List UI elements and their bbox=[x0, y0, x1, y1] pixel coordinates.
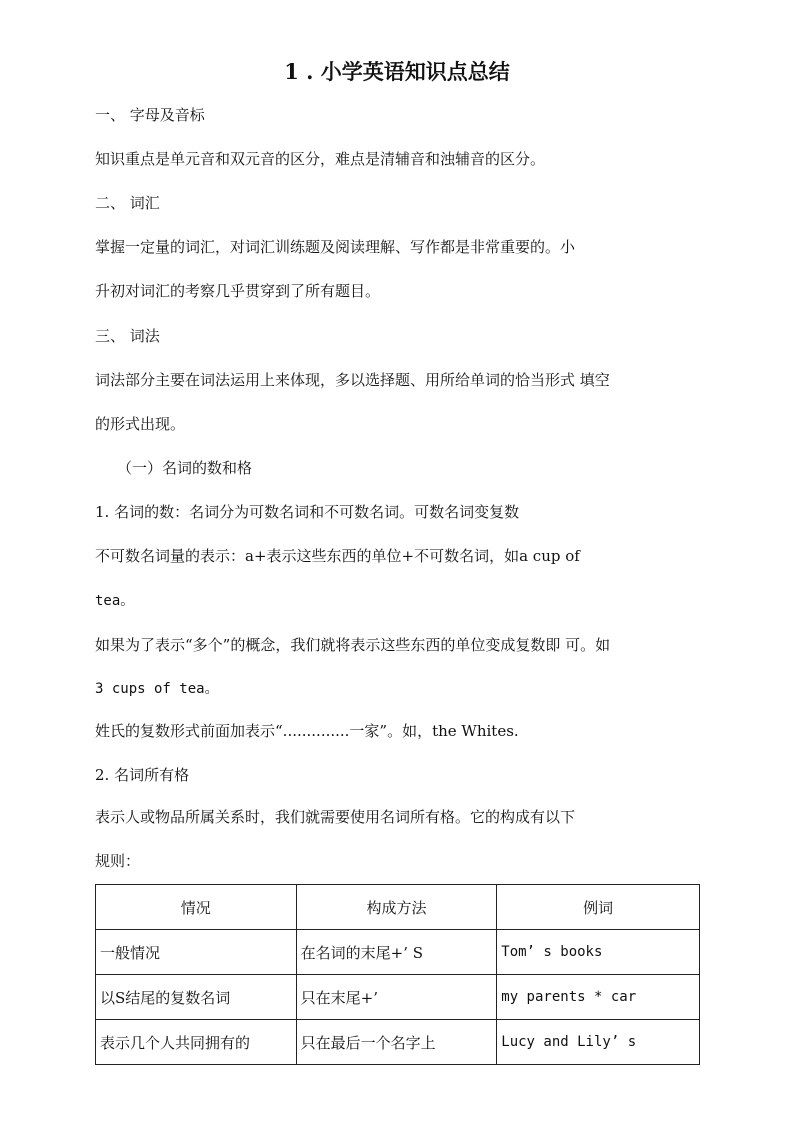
subheading-nouns: （一）名词的数和格 bbox=[117, 459, 253, 477]
possessive-rules-table bbox=[95, 884, 700, 1065]
heading-morphology: 三、 词法 bbox=[95, 327, 160, 345]
paragraph-morphology-2: 的形式出现。 bbox=[95, 415, 186, 433]
paragraph-uncountable-1: 不可数名词量的表示：a+表示这些东西的单位+不可数名词，如a cup of bbox=[95, 547, 580, 565]
paragraph-possessive-2: 规则： bbox=[95, 852, 141, 870]
table-row bbox=[96, 1020, 700, 1065]
table-cell-example: Tom’ s books bbox=[497, 930, 700, 975]
paragraph-noun-number: 1. 名词的数：名词分为可数名词和不可数名词。可数名词变复数 bbox=[95, 503, 520, 521]
table-cell-method: 只在最后一个名字上 bbox=[296, 1020, 497, 1065]
paragraph-vocabulary-1: 掌握一定量的词汇，对词汇训练题及阅读理解、写作都是非常重要的。小 bbox=[95, 238, 576, 256]
paragraph-plural-units-2: 3 cups of tea。 bbox=[95, 681, 219, 697]
table-cell-method: 只在末尾+’ bbox=[296, 975, 497, 1020]
page-title: 1 . 小学英语知识点总结 bbox=[284, 59, 510, 84]
heading-letters: 一、 字母及音标 bbox=[95, 106, 205, 124]
table-header-cell: 情况 bbox=[96, 885, 297, 930]
paragraph-morphology-1: 词法部分主要在词法运用上来体现，多以选择题、用所给单词的恰当形式 填空 bbox=[95, 371, 610, 389]
paragraph-letters: 知识重点是单元音和双元音的区分，难点是清辅音和浊辅音的区分。 bbox=[95, 150, 546, 168]
table-cell-method: 在名词的末尾+’ S bbox=[296, 930, 497, 975]
table-cell-example: my parents * car bbox=[497, 975, 700, 1020]
table-cell-example: Lucy and Lily’ s bbox=[497, 1020, 700, 1065]
table-header-row bbox=[96, 885, 700, 930]
paragraph-surname-plural: 姓氏的复数形式前面加表示“..............一家”。如，the Whites. bbox=[95, 722, 519, 740]
paragraph-vocabulary-2: 升初对词汇的考察几乎贯穿到了所有题目。 bbox=[95, 282, 381, 300]
paragraph-possessive-1: 表示人或物品所属关系时，我们就需要使用名词所有格。它的构成有以下 bbox=[95, 808, 576, 826]
table-row bbox=[96, 975, 700, 1020]
table-cell-case: 表示几个人共同拥有的 bbox=[96, 1020, 297, 1065]
paragraph-plural-units-1: 如果为了表示“多个”的概念，我们就将表示这些东西的单位变成复数即 可。如 bbox=[95, 636, 611, 654]
table-header-cell: 例词 bbox=[497, 885, 700, 930]
table-cell-case: 以S结尾的复数名词 bbox=[96, 975, 297, 1020]
table-cell-case: 一般情况 bbox=[96, 930, 297, 975]
heading-vocabulary: 二、 词汇 bbox=[95, 194, 160, 212]
table-header-cell: 构成方法 bbox=[296, 885, 497, 930]
table-row bbox=[96, 930, 700, 975]
heading-possessive: 2. 名词所有格 bbox=[95, 766, 190, 784]
paragraph-uncountable-2: tea。 bbox=[95, 593, 135, 609]
